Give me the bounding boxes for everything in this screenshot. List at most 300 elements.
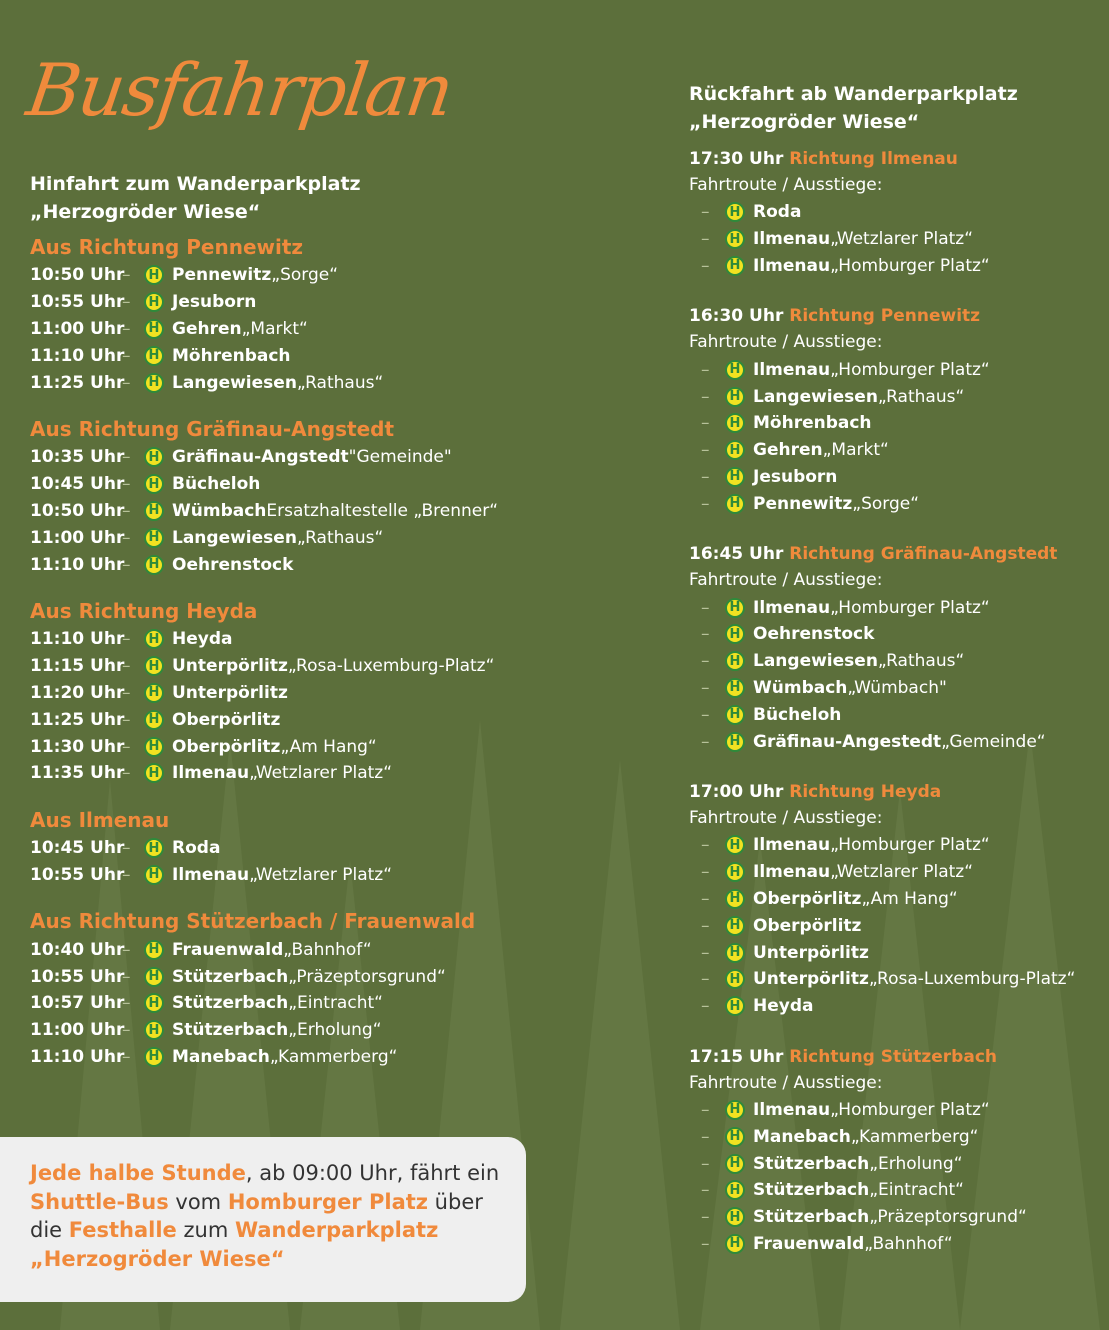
separator-dash: – bbox=[701, 413, 710, 434]
bus-stop-icon: H bbox=[144, 865, 164, 885]
route-label: Fahrtroute / Ausstiege: bbox=[689, 1072, 883, 1093]
departure-time: 11:10 Uhr bbox=[30, 1046, 125, 1067]
outbound-groups bbox=[30, 234, 650, 1070]
stop-name: Gräfinau-Angstedt bbox=[172, 447, 349, 468]
stop-name: Heyda bbox=[172, 629, 233, 650]
departure-time: 11:00 Uhr bbox=[30, 318, 125, 339]
stop-detail: „Markt“ bbox=[822, 440, 889, 461]
separator-dash: – bbox=[701, 704, 710, 725]
departure-time: 11:10 Uhr bbox=[30, 345, 125, 366]
departure-time: 10:45 Uhr bbox=[30, 838, 125, 859]
separator-dash: – bbox=[701, 597, 710, 618]
stop-name: Möhrenbach bbox=[172, 345, 291, 366]
departure-time: 11:20 Uhr bbox=[30, 682, 125, 703]
return-row bbox=[689, 1097, 1109, 1124]
bus-stop-icon: H bbox=[725, 1180, 745, 1200]
stop-name: Pennewitz bbox=[753, 493, 853, 514]
shuttle-homburger: Homburger Platz bbox=[227, 1189, 428, 1214]
stop-name: Heyda bbox=[753, 996, 814, 1017]
departure-time: 10:55 Uhr bbox=[30, 966, 125, 987]
bus-stop-icon: H bbox=[144, 993, 164, 1013]
stop-detail: „Wümbach" bbox=[847, 677, 947, 698]
bus-stop-icon: H bbox=[725, 360, 745, 380]
stop-detail: „Bahnhof“ bbox=[283, 939, 372, 960]
separator-dash: – bbox=[701, 466, 710, 487]
stop-detail: „Kammerberg“ bbox=[850, 1126, 979, 1147]
separator-dash: – bbox=[701, 359, 710, 380]
stop-name: Roda bbox=[753, 202, 802, 223]
outbound-row bbox=[30, 342, 650, 369]
bus-stop-icon: H bbox=[144, 501, 164, 521]
stop-name: Ilmenau bbox=[753, 862, 831, 883]
bus-stop-icon: H bbox=[725, 229, 745, 249]
departure-time: 11:35 Uhr bbox=[30, 763, 125, 784]
stop-name: Bücheloh bbox=[172, 474, 261, 495]
departure-time: 10:50 Uhr bbox=[30, 500, 125, 521]
separator-dash: – bbox=[122, 838, 131, 859]
shuttle-frequency: Jede halbe Stunde bbox=[30, 1161, 246, 1185]
departure-time: 10:50 Uhr bbox=[30, 265, 125, 286]
return-group-title bbox=[689, 779, 1109, 805]
separator-dash: – bbox=[122, 265, 131, 286]
bus-stop-icon: H bbox=[725, 202, 745, 222]
return-row bbox=[689, 966, 1109, 993]
return-row bbox=[689, 621, 1109, 648]
bus-stop-icon: H bbox=[725, 889, 745, 909]
stop-name: Ilmenau bbox=[753, 835, 831, 856]
departure-time: 11:10 Uhr bbox=[30, 629, 125, 650]
shuttle-festhalle: Festhalle bbox=[68, 1218, 177, 1242]
stop-name: Ilmenau bbox=[172, 864, 250, 885]
separator-dash: – bbox=[122, 345, 131, 366]
separator-dash: – bbox=[122, 500, 131, 521]
outbound-row bbox=[30, 990, 650, 1017]
stop-name: Frauenwald bbox=[753, 1233, 865, 1254]
bus-stop-icon: H bbox=[725, 996, 745, 1016]
bus-stop-icon: H bbox=[725, 969, 745, 989]
return-direction: Richtung Ilmenau bbox=[789, 149, 958, 169]
stop-name: Stützerbach bbox=[172, 993, 289, 1014]
separator-dash: – bbox=[122, 1020, 131, 1041]
bus-stop-icon: H bbox=[725, 598, 745, 618]
separator-dash: – bbox=[701, 888, 710, 909]
stop-name: Stützerbach bbox=[753, 1180, 870, 1201]
stop-name: Langewiesen bbox=[753, 651, 878, 672]
bus-stop-icon: H bbox=[144, 555, 164, 575]
stop-name: Ilmenau bbox=[753, 255, 831, 276]
return-row bbox=[689, 594, 1109, 621]
stop-name: Gehren bbox=[753, 440, 823, 461]
stop-name: Oberpörlitz bbox=[753, 888, 862, 909]
return-row bbox=[689, 993, 1109, 1020]
return-heading-1: Rückfahrt ab Wanderparkplatz bbox=[689, 83, 1018, 105]
outbound-row bbox=[30, 1017, 650, 1044]
stop-name: Oehrenstock bbox=[172, 554, 294, 575]
stop-detail: „Rosa-Luxemburg-Platz“ bbox=[868, 969, 1076, 990]
bus-stop-icon: H bbox=[725, 678, 745, 698]
shuttle-text-2: vom bbox=[168, 1189, 228, 1214]
stop-detail: „Homburger Platz“ bbox=[830, 1099, 990, 1120]
bus-stop-icon: H bbox=[144, 763, 164, 783]
bus-stop-icon: H bbox=[144, 1020, 164, 1040]
shuttle-text-5: zum bbox=[176, 1218, 235, 1242]
stop-detail: „Erholung“ bbox=[288, 1020, 382, 1041]
outbound-heading-1: Hinfahrt zum Wanderparkplatz bbox=[30, 173, 361, 195]
outbound-group-title: Aus Ilmenau bbox=[30, 807, 170, 832]
separator-dash: – bbox=[701, 1233, 710, 1254]
bus-stop-icon: H bbox=[725, 651, 745, 671]
stop-name: Langewiesen bbox=[753, 386, 878, 407]
separator-dash: – bbox=[122, 709, 131, 730]
outbound-row bbox=[30, 963, 650, 990]
page-title: Busfahrplan bbox=[22, 48, 457, 132]
bus-stop-icon: H bbox=[725, 440, 745, 460]
stop-name: Frauenwald bbox=[172, 939, 284, 960]
separator-dash: – bbox=[122, 527, 131, 548]
bus-stop-icon: H bbox=[725, 1154, 745, 1174]
return-direction: Richtung Gräfinau-Angstedt bbox=[789, 544, 1058, 565]
outbound-row bbox=[30, 835, 650, 862]
departure-time: 11:10 Uhr bbox=[30, 554, 125, 575]
separator-dash: – bbox=[701, 969, 710, 990]
outbound-row bbox=[30, 471, 650, 498]
stop-detail: „Wetzlarer Platz“ bbox=[249, 763, 393, 784]
stop-detail: „Markt“ bbox=[241, 318, 308, 339]
return-row bbox=[689, 226, 1109, 253]
departure-time: 10:35 Uhr bbox=[30, 447, 125, 468]
stop-detail: „Am Hang“ bbox=[861, 888, 958, 909]
return-direction: Richtung Heyda bbox=[789, 781, 942, 802]
separator-dash: – bbox=[701, 386, 710, 407]
return-row bbox=[689, 1177, 1109, 1204]
shuttle-text-4: die bbox=[30, 1218, 69, 1242]
separator-dash: – bbox=[701, 942, 710, 963]
outbound-row bbox=[30, 626, 650, 653]
outbound-section bbox=[30, 170, 650, 1090]
return-group-title bbox=[689, 541, 1109, 567]
separator-dash: – bbox=[122, 447, 131, 468]
return-row bbox=[689, 832, 1109, 859]
bus-stop-icon: H bbox=[144, 940, 164, 960]
bus-stop-icon: H bbox=[725, 1100, 745, 1120]
stop-name: Ilmenau bbox=[753, 229, 831, 250]
outbound-row bbox=[30, 936, 650, 963]
outbound-row bbox=[30, 262, 650, 289]
stop-detail: „Präzeptorsgrund“ bbox=[288, 966, 446, 987]
return-row bbox=[689, 383, 1109, 410]
outbound-group bbox=[30, 416, 650, 578]
return-row bbox=[689, 939, 1109, 966]
departure-time: 10:55 Uhr bbox=[30, 292, 125, 313]
bus-stop-icon: H bbox=[725, 732, 745, 752]
stop-detail: „Eintracht“ bbox=[869, 1180, 964, 1201]
stop-name: Gräfinau-Angestedt bbox=[753, 731, 942, 752]
stop-name: Oberpörlitz bbox=[753, 915, 862, 936]
shuttle-text-3: über bbox=[428, 1189, 483, 1214]
outbound-row bbox=[30, 733, 650, 760]
return-time: 17:30 Uhr bbox=[689, 149, 784, 169]
bus-stop-icon: H bbox=[725, 413, 745, 433]
return-group bbox=[689, 779, 1109, 1020]
stop-detail: „Gemeinde“ bbox=[941, 731, 1046, 752]
departure-time: 11:30 Uhr bbox=[30, 736, 125, 757]
return-heading-2: „Herzogröder Wiese“ bbox=[689, 111, 920, 133]
bus-stop-icon: H bbox=[725, 256, 745, 276]
stop-name: Möhrenbach bbox=[753, 413, 872, 434]
bus-stop-icon: H bbox=[725, 705, 745, 725]
stop-detail: „Präzeptorsgrund“ bbox=[869, 1207, 1027, 1228]
stop-detail: Ersatzhaltestelle „Brenner“ bbox=[266, 500, 499, 521]
separator-dash: – bbox=[701, 1180, 710, 1201]
return-row bbox=[689, 728, 1109, 755]
stop-detail: „Rathaus“ bbox=[877, 386, 965, 407]
outbound-group bbox=[30, 807, 650, 889]
stop-name: Ilmenau bbox=[753, 359, 831, 380]
stop-name: Unterpörlitz bbox=[172, 656, 288, 677]
return-row bbox=[689, 490, 1109, 517]
bus-stop-icon: H bbox=[144, 319, 164, 339]
stop-name: Langewiesen bbox=[172, 527, 297, 548]
outbound-group-title: Aus Richtung Stützerbach / Frauenwald bbox=[30, 909, 476, 934]
outbound-heading-2: „Herzogröder Wiese“ bbox=[30, 201, 261, 223]
separator-dash: – bbox=[701, 1126, 710, 1147]
stop-name: Stützerbach bbox=[172, 966, 289, 987]
stop-detail: „Rosa-Luxemburg-Platz“ bbox=[287, 656, 495, 677]
return-row bbox=[689, 464, 1109, 491]
stop-detail: „Homburger Platz“ bbox=[830, 835, 990, 856]
separator-dash: – bbox=[701, 835, 710, 856]
return-group bbox=[689, 146, 1109, 279]
bus-stop-icon: H bbox=[144, 265, 164, 285]
separator-dash: – bbox=[701, 1207, 710, 1228]
bus-stop-icon: H bbox=[725, 494, 745, 514]
bus-stop-icon: H bbox=[144, 346, 164, 366]
outbound-row bbox=[30, 369, 650, 396]
separator-dash: – bbox=[122, 682, 131, 703]
bus-stop-icon: H bbox=[725, 943, 745, 963]
return-row bbox=[689, 356, 1109, 383]
stop-detail: „Kammerberg“ bbox=[269, 1046, 398, 1067]
departure-time: 11:00 Uhr bbox=[30, 1020, 125, 1041]
return-row bbox=[689, 199, 1109, 226]
outbound-group-title: Aus Richtung Heyda bbox=[30, 598, 258, 623]
stop-name: Jesuborn bbox=[172, 292, 257, 313]
bus-stop-icon: H bbox=[725, 916, 745, 936]
separator-dash: – bbox=[122, 993, 131, 1014]
return-row bbox=[689, 675, 1109, 702]
outbound-group-title: Aus Richtung Gräfinau-Angstedt bbox=[30, 416, 395, 441]
stop-detail: „Wetzlarer Platz“ bbox=[249, 864, 393, 885]
departure-time: 10:45 Uhr bbox=[30, 474, 125, 495]
outbound-group bbox=[30, 908, 650, 1070]
return-row bbox=[689, 701, 1109, 728]
bus-stop-icon: H bbox=[144, 1047, 164, 1067]
shuttle-wanderparkplatz: Wanderparkplatz bbox=[234, 1218, 439, 1242]
separator-dash: – bbox=[701, 1153, 710, 1174]
bus-stop-icon: H bbox=[144, 838, 164, 858]
departure-time: 11:15 Uhr bbox=[30, 656, 125, 677]
departure-time: 11:00 Uhr bbox=[30, 527, 125, 548]
stop-name: Unterpörlitz bbox=[753, 969, 869, 990]
bus-stop-icon: H bbox=[725, 862, 745, 882]
departure-time: 11:25 Uhr bbox=[30, 372, 125, 393]
stop-detail: „Am Hang“ bbox=[280, 736, 377, 757]
return-row bbox=[689, 912, 1109, 939]
stop-name: Langewiesen bbox=[172, 372, 297, 393]
bus-stop-icon: H bbox=[725, 1234, 745, 1254]
stop-name: Stützerbach bbox=[172, 1020, 289, 1041]
return-group bbox=[689, 1044, 1109, 1258]
separator-dash: – bbox=[122, 864, 131, 885]
stop-name: Oehrenstock bbox=[753, 624, 875, 645]
stop-name: Bücheloh bbox=[753, 704, 842, 725]
return-row bbox=[689, 1231, 1109, 1258]
separator-dash: – bbox=[701, 440, 710, 461]
return-time: 17:00 Uhr bbox=[689, 781, 784, 802]
departure-time: 10:57 Uhr bbox=[30, 993, 125, 1014]
route-label: Fahrtroute / Ausstiege: bbox=[689, 807, 883, 828]
outbound-row bbox=[30, 653, 650, 680]
stop-name: Roda bbox=[172, 838, 221, 859]
return-direction: Richtung Pennewitz bbox=[789, 306, 981, 327]
bus-stop-icon: H bbox=[144, 528, 164, 548]
bus-stop-icon: H bbox=[144, 967, 164, 987]
bus-stop-icon: H bbox=[725, 1207, 745, 1227]
outbound-row bbox=[30, 316, 650, 343]
departure-time: 10:55 Uhr bbox=[30, 864, 125, 885]
bus-stop-icon: H bbox=[144, 373, 164, 393]
stop-detail: „Wetzlarer Platz“ bbox=[830, 229, 974, 250]
separator-dash: – bbox=[122, 939, 131, 960]
stop-name: Ilmenau bbox=[753, 597, 831, 618]
stop-name: Manebach bbox=[172, 1046, 270, 1067]
stop-detail: "Gemeinde" bbox=[348, 447, 452, 468]
stop-name: Gehren bbox=[172, 318, 242, 339]
stop-name: Ilmenau bbox=[753, 1099, 831, 1120]
separator-dash: – bbox=[122, 656, 131, 677]
separator-dash: – bbox=[122, 554, 131, 575]
stop-detail: „Wetzlarer Platz“ bbox=[830, 862, 974, 883]
return-row bbox=[689, 253, 1109, 280]
separator-dash: – bbox=[701, 1099, 710, 1120]
separator-dash: – bbox=[122, 474, 131, 495]
separator-dash: – bbox=[122, 292, 131, 313]
stop-name: Oberpörlitz bbox=[172, 736, 281, 757]
bus-stop-icon: H bbox=[144, 474, 164, 494]
return-row bbox=[689, 1204, 1109, 1231]
stop-detail: „Eintracht“ bbox=[288, 993, 383, 1014]
outbound-row bbox=[30, 498, 650, 525]
stop-detail: „Sorge“ bbox=[852, 493, 920, 514]
stop-detail: „Rathaus“ bbox=[296, 372, 384, 393]
outbound-row bbox=[30, 680, 650, 707]
separator-dash: – bbox=[701, 996, 710, 1017]
bus-stop-icon: H bbox=[725, 1127, 745, 1147]
bus-stop-icon: H bbox=[144, 447, 164, 467]
bus-stop-icon: H bbox=[144, 683, 164, 703]
separator-dash: – bbox=[122, 372, 131, 393]
bus-stop-icon: H bbox=[144, 656, 164, 676]
separator-dash: – bbox=[701, 915, 710, 936]
separator-dash: – bbox=[701, 651, 710, 672]
outbound-row bbox=[30, 706, 650, 733]
bus-stop-icon: H bbox=[144, 292, 164, 312]
stop-name: Wümbach bbox=[753, 677, 848, 698]
route-label: Fahrtroute / Ausstiege: bbox=[689, 332, 883, 353]
stop-detail: „Homburger Platz“ bbox=[830, 255, 990, 276]
separator-dash: – bbox=[701, 255, 710, 276]
return-row bbox=[689, 648, 1109, 675]
separator-dash: – bbox=[122, 629, 131, 650]
separator-dash: – bbox=[122, 763, 131, 784]
return-row bbox=[689, 1150, 1109, 1177]
shuttle-destination: „Herzogröder Wiese“ bbox=[30, 1246, 285, 1271]
outbound-row bbox=[30, 289, 650, 316]
shuttle-bus: Shuttle-Bus bbox=[30, 1189, 169, 1214]
stop-detail: „Homburger Platz“ bbox=[830, 597, 990, 618]
return-group-title bbox=[689, 146, 1109, 172]
return-section bbox=[689, 80, 1109, 1281]
bus-stop-icon: H bbox=[144, 629, 164, 649]
return-row bbox=[689, 1123, 1109, 1150]
return-group bbox=[689, 541, 1109, 755]
outbound-group bbox=[30, 234, 650, 396]
outbound-row bbox=[30, 551, 650, 578]
bus-stop-icon: H bbox=[725, 387, 745, 407]
return-groups bbox=[689, 146, 1109, 1257]
stop-name: Jesuborn bbox=[753, 466, 838, 487]
stop-detail: „Sorge“ bbox=[271, 265, 339, 286]
stop-name: Wümbach bbox=[172, 500, 267, 521]
return-time: 16:45 Uhr bbox=[689, 544, 784, 565]
stop-detail: „Bahnhof“ bbox=[864, 1233, 953, 1254]
stop-detail: „Rathaus“ bbox=[296, 527, 384, 548]
bus-stop-icon: H bbox=[725, 624, 745, 644]
return-row bbox=[689, 437, 1109, 464]
return-row bbox=[689, 410, 1109, 437]
separator-dash: – bbox=[701, 202, 710, 223]
shuttle-info-box bbox=[0, 1137, 526, 1302]
separator-dash: – bbox=[122, 1046, 131, 1067]
outbound-row bbox=[30, 862, 650, 889]
outbound-group bbox=[30, 598, 650, 787]
departure-time: 11:25 Uhr bbox=[30, 709, 125, 730]
bus-stop-icon: H bbox=[725, 835, 745, 855]
return-group bbox=[689, 303, 1109, 517]
return-group-title bbox=[689, 1044, 1109, 1070]
stop-name: Pennewitz bbox=[172, 265, 272, 286]
separator-dash: – bbox=[122, 736, 131, 757]
bus-stop-icon: H bbox=[144, 737, 164, 757]
separator-dash: – bbox=[701, 862, 710, 883]
stop-name: Oberpörlitz bbox=[172, 709, 281, 730]
stop-name: Manebach bbox=[753, 1126, 851, 1147]
outbound-row bbox=[30, 1044, 650, 1071]
outbound-row bbox=[30, 760, 650, 787]
return-direction: Richtung Stützerbach bbox=[789, 1046, 997, 1067]
shuttle-text-1: , ab 09:00 Uhr, fährt ein bbox=[245, 1161, 500, 1185]
return-row bbox=[689, 859, 1109, 886]
stop-name: Stützerbach bbox=[753, 1153, 870, 1174]
separator-dash: – bbox=[122, 318, 131, 339]
bus-stop-icon: H bbox=[144, 710, 164, 730]
separator-dash: – bbox=[701, 229, 710, 250]
stop-detail: „Erholung“ bbox=[869, 1153, 963, 1174]
route-label: Fahrtroute / Ausstiege: bbox=[689, 175, 883, 195]
outbound-row bbox=[30, 524, 650, 551]
separator-dash: – bbox=[701, 677, 710, 698]
return-row bbox=[689, 886, 1109, 913]
